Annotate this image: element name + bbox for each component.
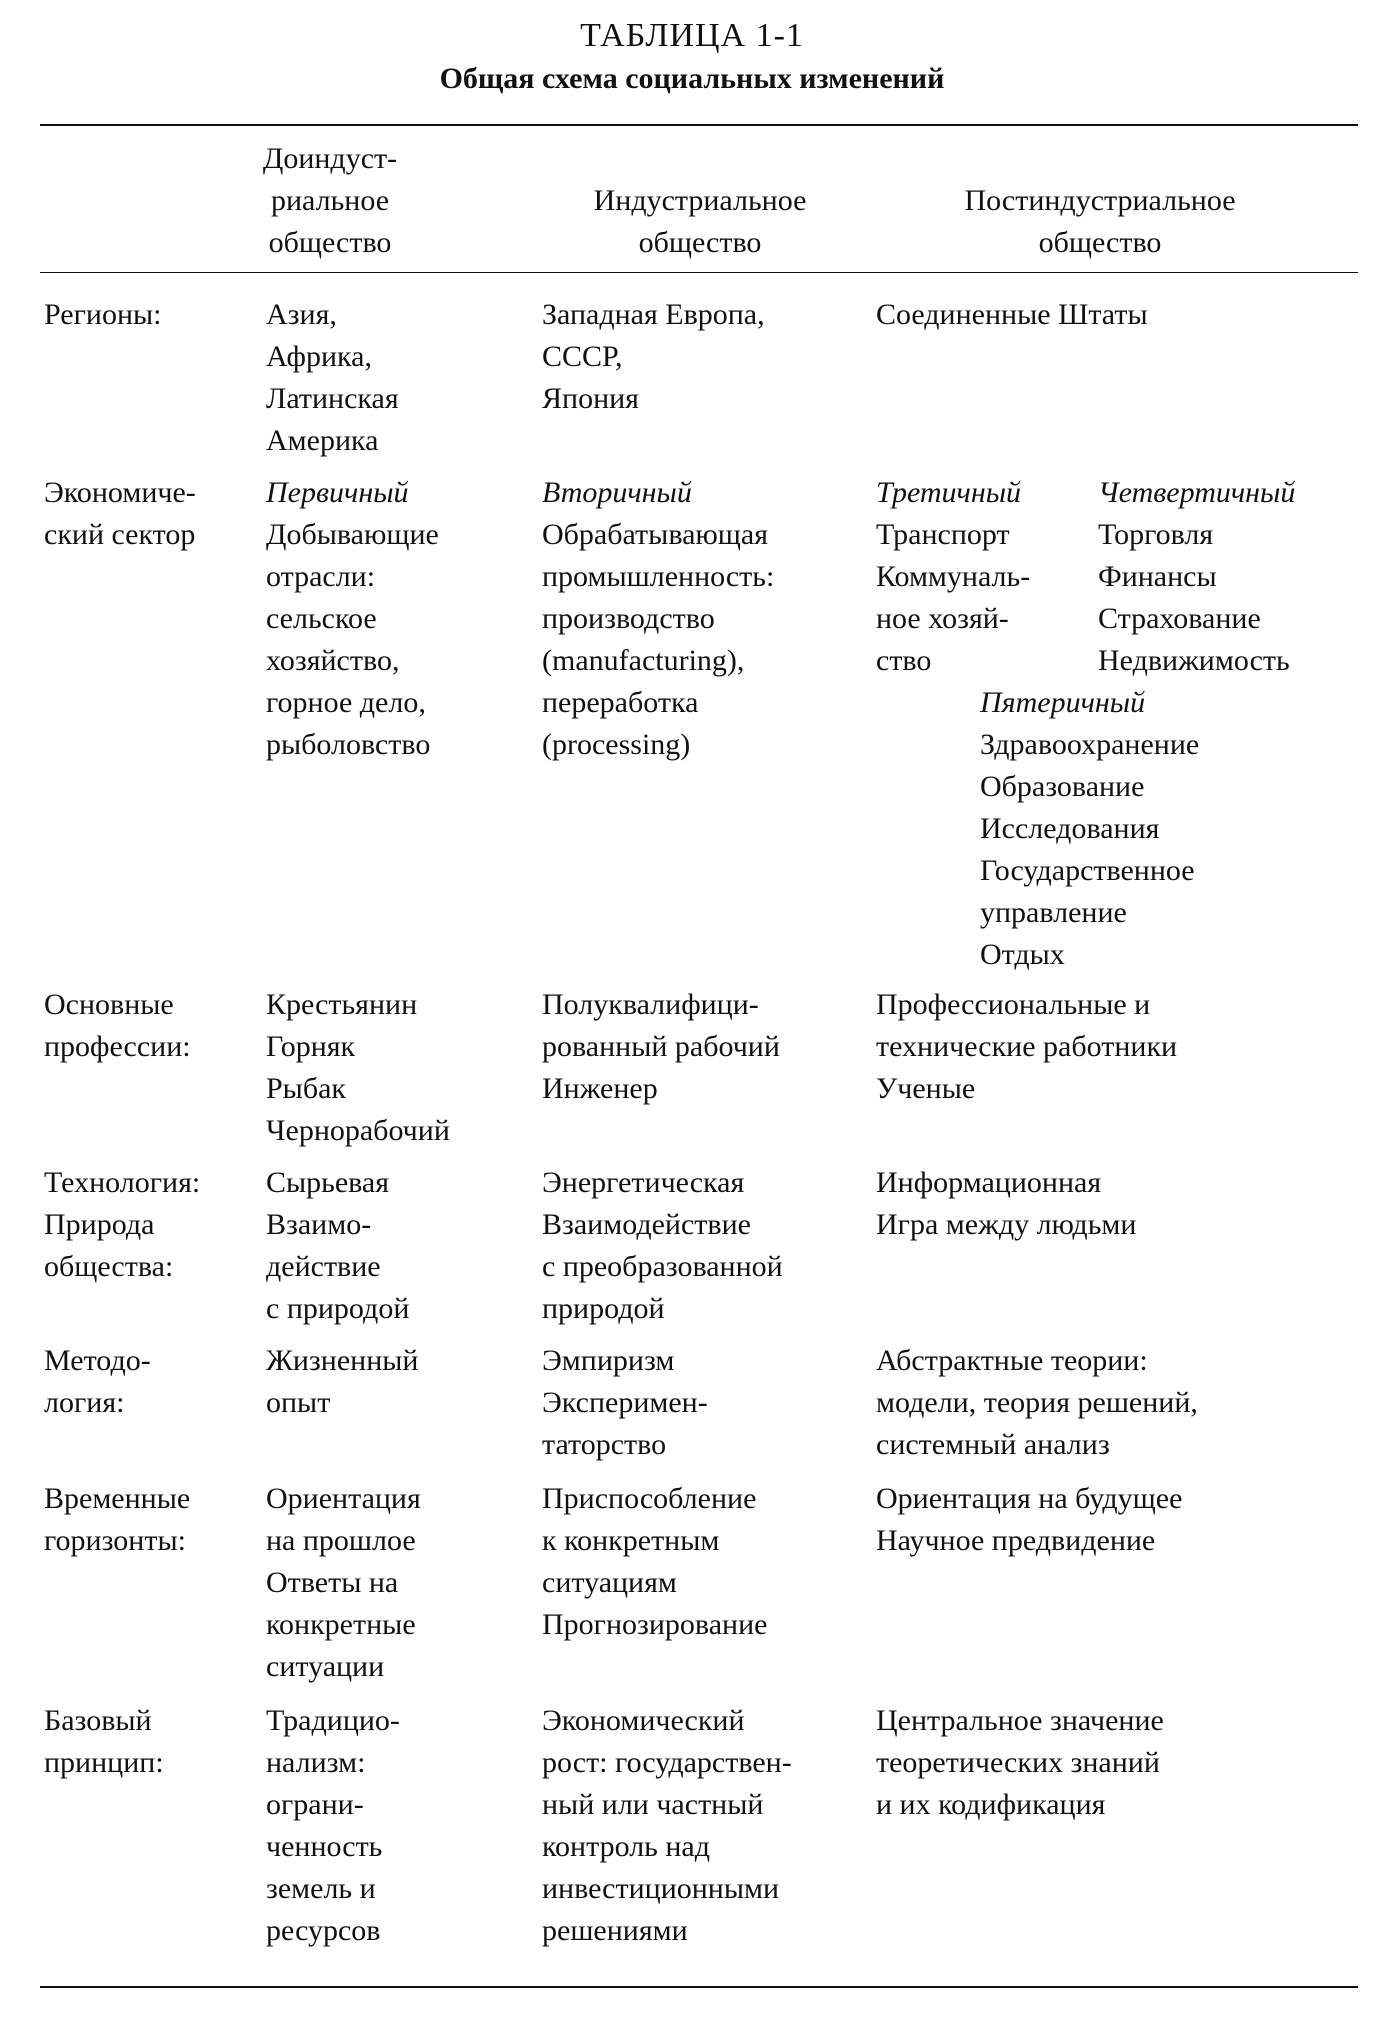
row-label-horizons: Временные горизонты: xyxy=(44,1482,191,1557)
row-label-regions: Регионы: xyxy=(44,298,162,331)
technology-postindustrial: Информационная Игра между людьми xyxy=(876,1166,1137,1241)
row-label-methodology: Методо- логия: xyxy=(44,1344,151,1419)
sector-tertiary: Транспорт Коммуналь- ное хозяй- ство xyxy=(876,518,1031,677)
sector-tertiary-heading: Третичный xyxy=(876,476,1022,509)
regions-industrial: Западная Европа, СССР, Япония xyxy=(542,298,765,415)
row-label-sector: Экономиче- ский сектор xyxy=(44,476,196,551)
principle-preindustrial: Традицио- нализм: ограни- ченность земель и ресурсов xyxy=(266,1704,400,1947)
row-label-occupations: Основные профессии: xyxy=(44,988,191,1063)
methodology-postindustrial: Абстрактные теории: модели, теория решений, системный анализ xyxy=(876,1344,1198,1461)
header-rule xyxy=(40,272,1358,273)
sector-quaternary-heading: Четвертичный xyxy=(1098,476,1296,509)
row-label-technology: Технология: Природа общества: xyxy=(44,1166,201,1283)
regions-preindustrial: Азия, Африка, Латинская Америка xyxy=(266,298,399,457)
header-postindustrial: Постиндустриальное общество xyxy=(964,184,1236,259)
table-title: ТАБЛИЦА 1-1 xyxy=(580,17,804,54)
occupations-postindustrial: Профессиональные и технические работники Ученые xyxy=(876,988,1178,1105)
header-industrial: Индустриальное общество xyxy=(593,184,807,259)
methodology-industrial: Эмпиризм Эксперимен- таторство xyxy=(542,1344,708,1461)
sector-industrial: Обрабатывающая промышленность: производство (manufacturing), переработка (processing) xyxy=(542,518,775,761)
principle-postindustrial: Центральное значение теоретических знаний и их кодификация xyxy=(876,1704,1164,1821)
sector-industrial-heading: Вторичный xyxy=(542,476,692,509)
row-label-principle: Базовый принцип: xyxy=(44,1704,164,1779)
technology-industrial: Энергетическая Взаимодействие с преобразованной природой xyxy=(542,1166,783,1325)
sector-preindustrial-heading: Первичный xyxy=(266,476,409,509)
horizons-industrial: Приспособление к конкретным ситуациям Прогнозирование xyxy=(542,1482,768,1641)
sector-quinary: Здравоохранение Образование Исследования Государственное управление Отдых xyxy=(980,728,1200,971)
header-preindustrial: Доиндуст- риальное общество xyxy=(262,142,398,259)
regions-postindustrial: Соединенные Штаты xyxy=(876,298,1148,331)
sector-preindustrial: Добывающие отрасли: сельское хозяйство, горное дело, рыболовство xyxy=(266,518,439,761)
methodology-preindustrial: Жизненный опыт xyxy=(266,1344,419,1419)
horizons-postindustrial: Ориентация на будущее Научное предвидение xyxy=(876,1482,1183,1557)
bottom-rule xyxy=(40,1986,1358,1988)
principle-industrial: Экономический рост: государствен- ный или частный контроль над инвестиционными решениями xyxy=(542,1704,792,1947)
sector-quaternary: Торговля Финансы Страхование Недвижимость xyxy=(1098,518,1290,677)
technology-preindustrial: Сырьевая Взаимо- действие с природой xyxy=(266,1166,410,1325)
sector-quinary-heading: Пятеричный xyxy=(980,686,1146,719)
top-rule xyxy=(40,124,1358,126)
occupations-industrial: Полуквалифици- рованный рабочий Инженер xyxy=(542,988,780,1105)
table-subtitle: Общая схема социальных изменений xyxy=(439,62,945,95)
occupations-preindustrial: Крестьянин Горняк Рыбак Чернорабочий xyxy=(266,988,450,1147)
horizons-preindustrial: Ориентация на прошлое Ответы на конкретные ситуации xyxy=(266,1482,421,1683)
